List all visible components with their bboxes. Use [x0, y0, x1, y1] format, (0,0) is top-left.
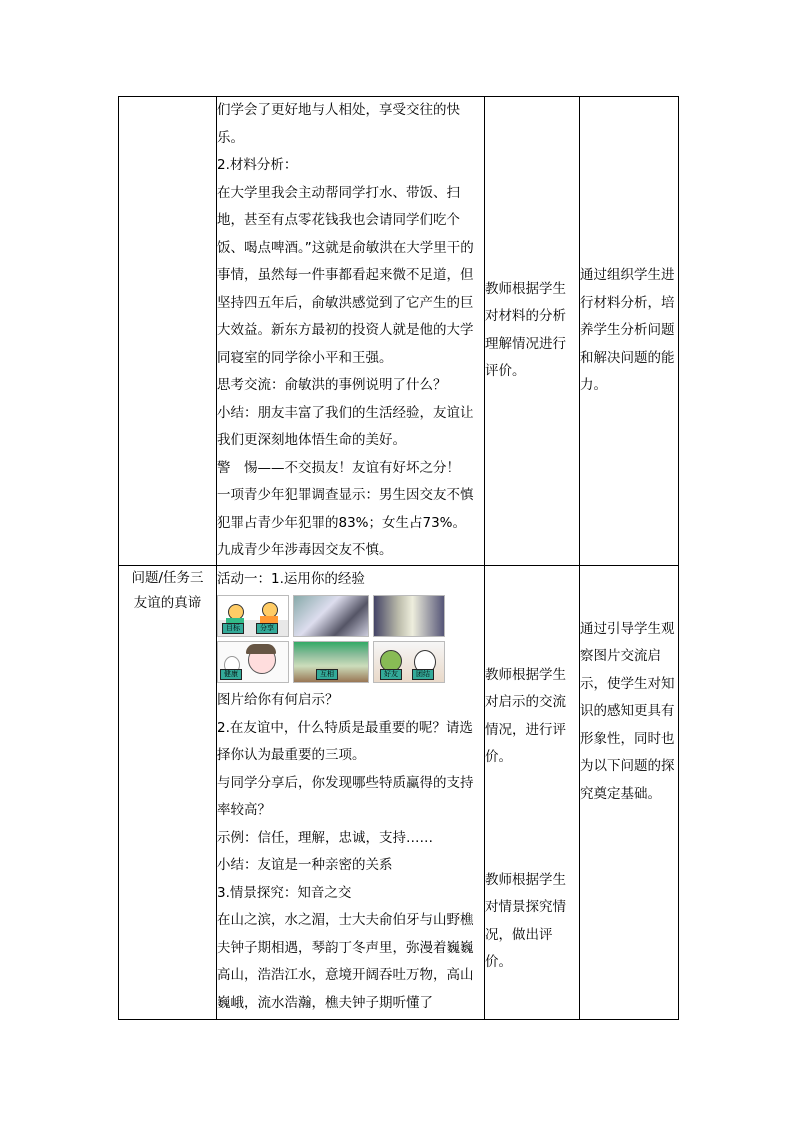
content-cell [217, 565, 485, 1019]
teacher-activity-cell [485, 97, 580, 566]
design-intent-text: 通过引导学生观察图片交流启示，使学生对知识的感知更具有形象性，同时也为以下问题的探究奠定基础。 [580, 620, 675, 802]
design-intent-cell [580, 565, 679, 1019]
illustration-group [217, 595, 447, 683]
photo-image [293, 641, 369, 683]
task-title-cell [119, 565, 217, 1019]
paragraph: 示例：信任，理解，忠诚，支持…… [217, 829, 433, 846]
activity-heading: 活动一：1.运用你的经验 [217, 570, 365, 587]
image-tag: 互相 [316, 669, 338, 680]
image-tag: 分享 [256, 623, 278, 634]
task-cell [119, 97, 217, 566]
design-intent-cell [580, 97, 679, 566]
photo-image [373, 595, 445, 637]
paragraph: 小结：友谊是一种亲密的关系 [217, 857, 393, 873]
table-row [119, 565, 679, 1019]
paragraph: 在大学里我会主动帮同学打水、带饭、扫地，甚至有点零花钱我也会请同学们吃个饭、喝点啤酒。”这就是俞敏洪在大学里干的事情，虽然每一件事都看起来微不足道，但坚持四五年后，俞敏洪感觉到了它产生的巨大效益。新东方最初的投资人就是他的大学同寝室的同学徐小平和王强。 [217, 184, 474, 366]
paragraph: 一项青少年犯罪调查显示：男生因交友不慎犯罪占青少年犯罪的83%；女生占73%。 [217, 487, 474, 531]
paragraph: 2.在友谊中，什么特质是最重要的呢？请选择你认为最重要的三项。 [217, 719, 473, 763]
paragraph: 在山之滨，水之湄，士大夫俞伯牙与山野樵夫钟子期相遇，琴韵丁冬声里，弥漫着巍巍高山，浩浩江水，意境开阔吞吐万物，高山巍峨，流水浩瀚，樵夫钟子期听懂了 [217, 912, 474, 1011]
cartoon-image [217, 641, 289, 683]
table-row [119, 97, 679, 566]
task-title-line: 友谊的真谛 [133, 594, 202, 611]
image-tag: 团结 [412, 669, 434, 680]
paragraph: 3.情景探究：知音之交 [217, 884, 352, 901]
paragraph: 小结：朋友丰富了我们的生活经验，友谊让我们更深刻地体悟生命的美好。 [217, 404, 474, 448]
paragraph: 警 惕——不交损友！友谊有好坏之分！ [217, 459, 460, 476]
photo-image [293, 595, 369, 637]
teacher-activity-cell [485, 565, 580, 1019]
image-tag: 目标 [222, 623, 244, 634]
cartoon-image [217, 595, 289, 637]
task-title-line: 问题/任务三 [131, 569, 204, 586]
image-tag: 好友 [380, 669, 402, 680]
paragraph: 图片给你有何启示？ [217, 692, 339, 708]
lesson-plan-table [118, 96, 679, 1020]
paragraph: 们学会了更好地与人相处，享受交往的快乐。 [217, 102, 460, 146]
design-intent-text: 通过组织学生进行材料分析，培养学生分析问题和解决问题的能力。 [580, 267, 675, 393]
teacher-activity-text: 教师根据学生对启示的交流情况，进行评价。 [485, 666, 566, 765]
paragraph: 与同学分享后，你发现哪些特质赢得的支持率较高？ [217, 774, 474, 818]
cartoon-image [373, 641, 445, 683]
paragraph: 思考交流：俞敏洪的事例说明了什么？ [217, 377, 447, 393]
paragraph: 九成青少年涉毒因交友不慎。 [217, 542, 393, 558]
teacher-activity-text: 教师根据学生对情景探究情况，做出评价。 [485, 871, 566, 970]
image-tag: 健康 [220, 669, 242, 680]
content-cell [217, 97, 485, 566]
paragraph: 2.材料分析： [217, 157, 298, 173]
teacher-activity-text: 教师根据学生对材料的分析理解情况进行评价。 [485, 280, 566, 380]
